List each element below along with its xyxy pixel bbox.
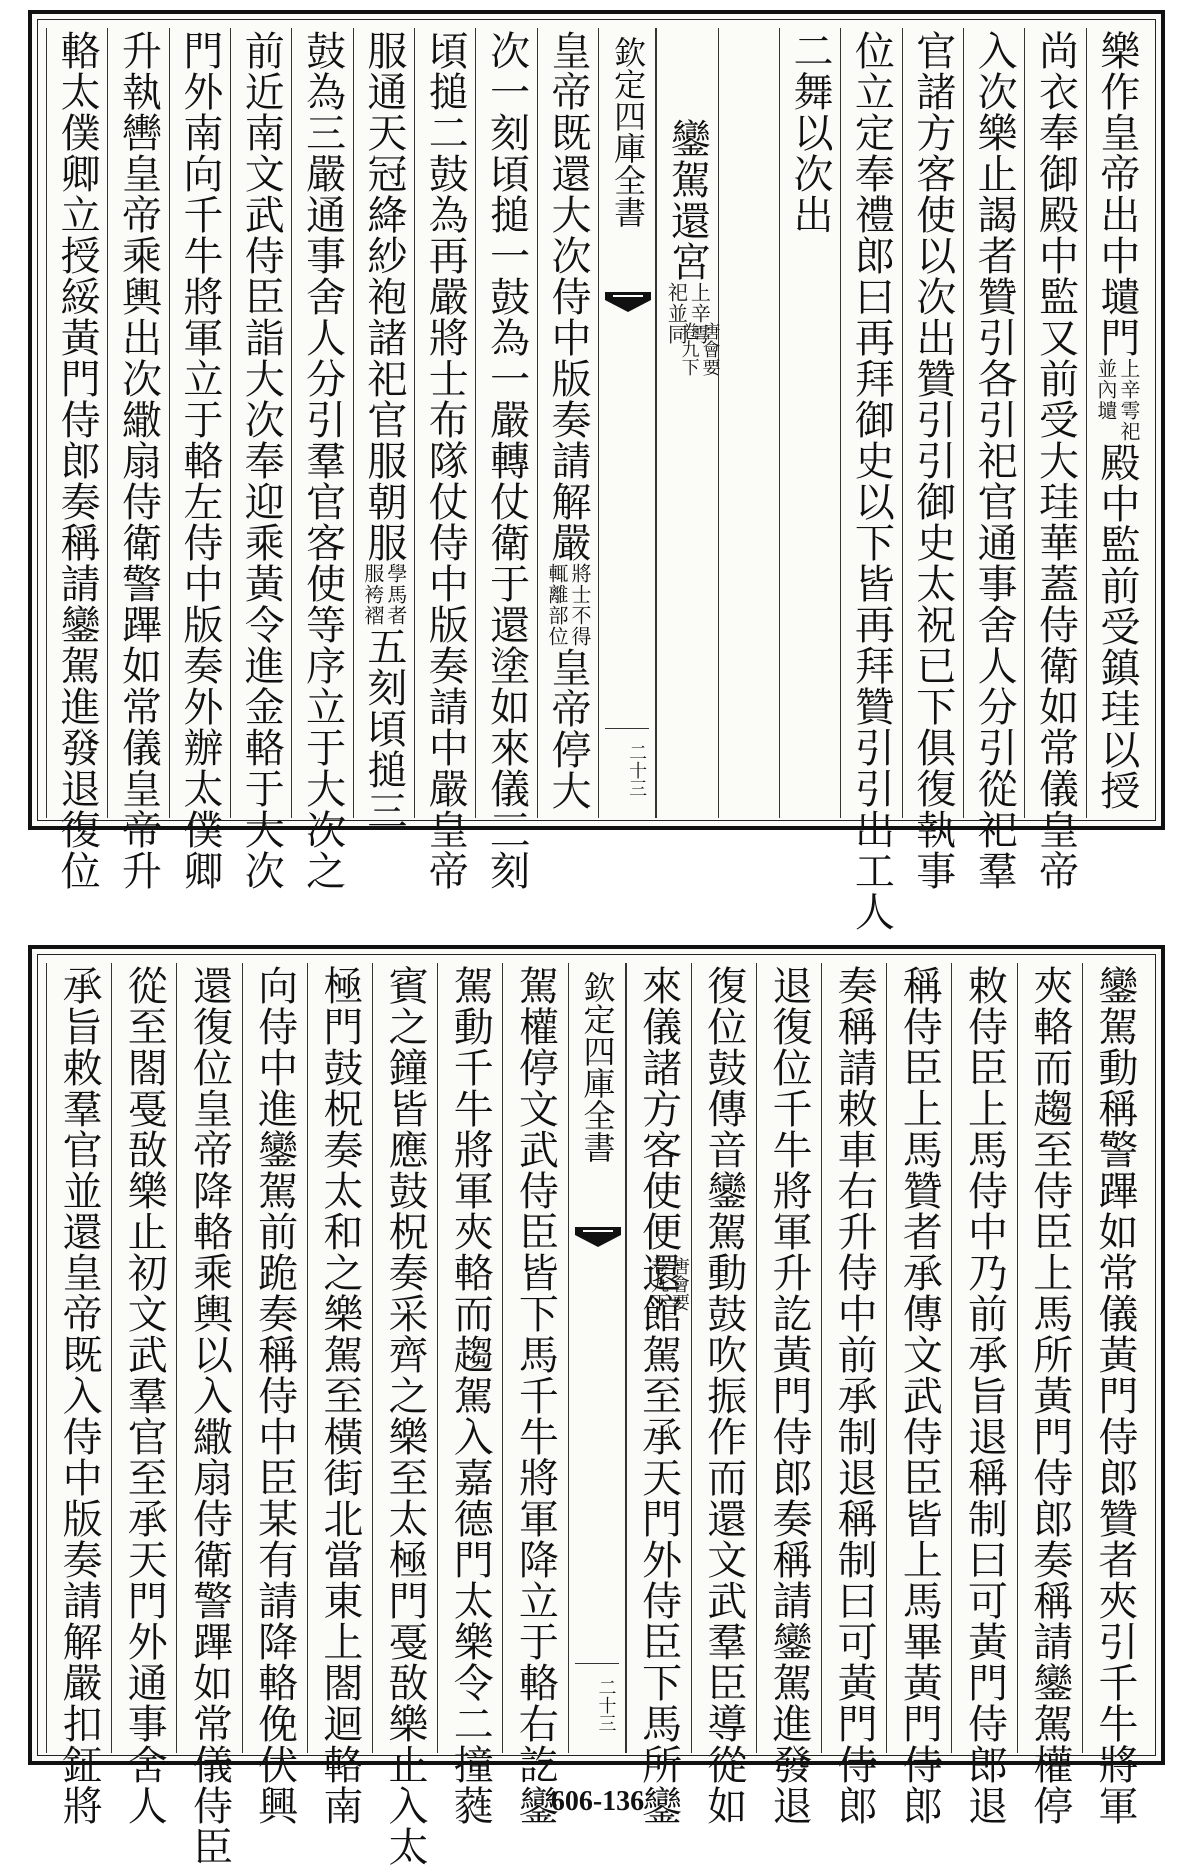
column-text: 入次樂止謁者贊引各引祀官通事舍人分引從祀羣	[971, 30, 1018, 891]
source-line: 卷九下	[647, 1257, 669, 1311]
fishtail-mark-icon	[573, 1225, 623, 1249]
text-column	[307, 963, 372, 1826]
text-column	[46, 28, 107, 891]
text-column	[1017, 963, 1082, 1826]
note-line: 並內壝	[1093, 358, 1118, 421]
text-column	[1082, 963, 1147, 1826]
source-citation	[603, 322, 721, 442]
text-column	[840, 28, 901, 932]
source-citation	[573, 1257, 690, 1377]
column-text: 升執轡皇帝乘輿出次繖扇侍衛警蹕如常儀皇帝升	[115, 30, 162, 891]
column-text: 退復位千牛將軍升訖黃門侍郎奏稱請鑾駕進發退	[765, 965, 812, 1826]
footer-page-number: 606-136	[550, 1786, 645, 1817]
column-text: 承旨敕羣官並還皇帝既入侍中版奏請解嚴扣鉦將	[56, 965, 103, 1826]
text-column	[475, 28, 536, 891]
source-line: 唐會要	[668, 1257, 690, 1311]
top-page-panel	[28, 10, 1165, 932]
text-column	[951, 963, 1016, 1826]
column-text: 鑾駕動稱警蹕如常儀黃門侍郎贊者夾引千牛將軍	[1091, 965, 1138, 1826]
note-line: 服袴褶	[360, 563, 385, 626]
column-text: 二舞以次出	[787, 30, 834, 235]
text-column	[718, 28, 779, 818]
text-column	[537, 28, 598, 818]
source-line: 卷九下	[678, 322, 700, 376]
column-text: 駕權停文武侍臣皆下馬千牛將軍降立于輅右訖鑾	[512, 965, 559, 1826]
text-column	[691, 963, 756, 1826]
column-text: 次一刻頃搥一鼓為一嚴轉仗衛于還塗如來儀三刻	[483, 30, 530, 891]
text-column	[502, 963, 567, 1826]
note-line: 學馬者	[383, 563, 408, 626]
interlinear-note	[362, 563, 406, 626]
column-text: 樂作皇帝出中壝門	[1093, 30, 1140, 358]
interlinear-note	[546, 563, 590, 647]
text-column	[821, 963, 886, 1826]
book-title: 欽定四庫全書	[609, 36, 648, 228]
text-column	[46, 963, 111, 1826]
note-line: 上辛雩	[687, 282, 712, 345]
text-column	[626, 963, 691, 1826]
text-column	[372, 963, 437, 1867]
column-text: 官諸方客使以次出贊引引御史太祝已下俱復執事	[909, 30, 956, 891]
column-text: 稱侍臣上馬贊者承傳文武侍臣皆上馬畢黃門侍郎	[896, 965, 943, 1826]
source-line: 唐會要	[699, 322, 721, 376]
gutter-page-number: 二十三	[626, 743, 648, 797]
column-text: 駕動千牛將軍夾輅而趨駕入嘉德門太樂令二撞蕤	[447, 965, 494, 1826]
column-text: 尚衣奉御殿中監又前受大珪華蓋侍衛如常儀皇帝	[1032, 30, 1079, 891]
text-column	[414, 28, 475, 891]
column-text: 向侍中進鑾駕前跪奏稱侍中臣某有請降輅俛伏興	[251, 965, 298, 1826]
text-column	[963, 28, 1024, 891]
gutter-page-number: 二十三	[595, 1678, 617, 1732]
fishtail-mark-icon	[603, 290, 653, 314]
note-line: 上辛雩祀	[1116, 358, 1141, 442]
column-text: 位立定奉禮郎曰再拜御史以下皆再拜贊引引出工人	[848, 30, 895, 932]
column-text: 前近南文武侍臣詣大次奉迎乘黃令進金輅于大次	[238, 30, 285, 891]
text-column	[886, 963, 951, 1826]
text-column	[353, 28, 414, 831]
text-column	[107, 28, 168, 891]
text-column	[230, 28, 291, 891]
text-column	[176, 963, 241, 1867]
note-line: 祀並同	[664, 282, 689, 345]
column-text-continued: 殿中監前受鎮珪以授	[1093, 442, 1140, 811]
text-column	[779, 28, 840, 818]
column-text: 頃搥二鼓為再嚴將士布隊仗侍中版奏請中嚴皇帝	[422, 30, 469, 891]
column-text-continued: 五刻頃搥三	[360, 626, 407, 831]
note-line: 輒離部位	[544, 563, 569, 647]
column-text: 鑾駕還宮	[664, 118, 711, 282]
text-column	[1086, 28, 1147, 818]
column-text: 極門鼓柷奏太和之樂駕至橫街北當東上閤迴輅南	[316, 965, 363, 1826]
text-column	[902, 28, 963, 891]
column-text: 復位鼓傳音鑾駕動鼓吹振作而還文武羣臣導從如	[700, 965, 747, 1826]
interlinear-note	[1095, 358, 1139, 442]
gutter-rule	[575, 1663, 619, 1664]
text-column	[656, 28, 721, 818]
text-column	[756, 963, 821, 1826]
text-column	[111, 963, 176, 1826]
column-text: 敕侍臣上馬侍中乃前承旨退稱制曰可黃門侍郎退	[961, 965, 1008, 1826]
book-title: 欽定四庫全書	[578, 971, 617, 1163]
text-column	[437, 963, 502, 1826]
column-text: 從至閤戞敔樂止初文武羣官至承天門外通事舍人	[121, 965, 168, 1826]
column-text: 服通天冠絳紗袍諸祀官服朝服	[360, 30, 407, 563]
text-column	[291, 28, 352, 891]
note-line: 將士不得	[567, 563, 592, 647]
column-text: 奏稱請敕車右升侍中前承制退稱制曰可黃門侍郎	[831, 965, 878, 1826]
column-text: 來儀諸方客使便還館駕至承天門外侍臣下馬所鑾	[635, 965, 682, 1826]
column-text: 還復位皇帝降輅乘輿以入繖扇侍衛警蹕如常儀侍臣	[186, 965, 233, 1867]
gutter-rule	[605, 728, 649, 729]
column-text: 門外南向千牛將軍立于輅左侍中版奏外辦太僕卿	[176, 30, 223, 891]
column-text: 皇帝既還大次侍中版奏請解嚴	[544, 30, 591, 563]
text-column	[1024, 28, 1085, 891]
column-text-continued: 皇帝停大	[544, 647, 591, 811]
column-text: 夾輅而趨至侍臣上馬所黃門侍郎奏稱請鑾駕權停	[1026, 965, 1073, 1826]
column-text: 賓之鐘皆應鼓柷奏采齊之樂至太極門戞敔樂止入太	[382, 965, 429, 1867]
column-text: 輅太僕卿立授綏黃門侍郎奏稱請鑾駕進發退復位	[54, 30, 101, 891]
text-column	[242, 963, 307, 1826]
text-column	[169, 28, 230, 891]
column-text: 鼓為三嚴通事舍人分引羣官客使等序立于大次之	[299, 30, 346, 891]
